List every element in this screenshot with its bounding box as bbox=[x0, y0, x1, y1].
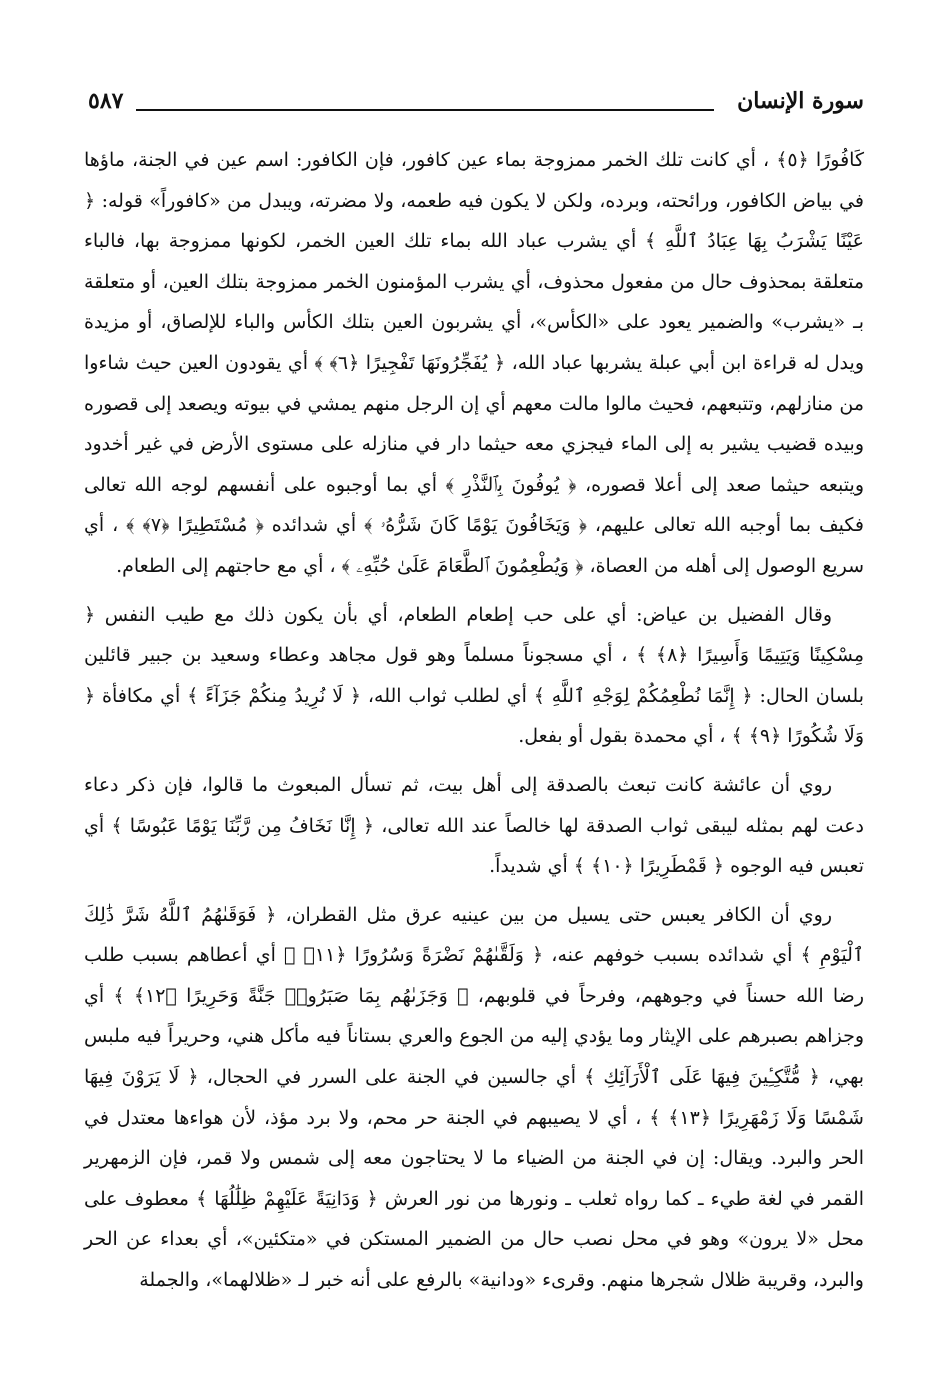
page-number: ٥٨٧ bbox=[88, 88, 124, 114]
page-header bbox=[88, 86, 864, 120]
page-body bbox=[84, 140, 864, 1301]
paragraph: روي أن عائشة كانت تبعث بالصدقة إلى أهل بيت، ثم تسأل المبعوث ما قالوا، فإن ذكر دعاء دعت لهم بمثله ليبقى ثواب الصدقة لها خالصاً عند الله تعالى، ﴿ إِنَّا نَخَافُ مِن رَّبِّنَا يَوْمًا عَبُوسًا ﴾ أي تعبس فيه الوجوه ﴿ قَمْطَرِيرًا ﴿١٠﴾ ﴾ أي شديداً. bbox=[84, 773, 864, 878]
paragraph: روي أن الكافر يعبس حتى يسيل من بين عينيه عرق مثل القطران، ﴿ فَوَقَىٰهُمُ ٱللَّهُ شَرَّ ذَٰلِكَ ٱلْيَوْمِ ﴾ أي شدائده بسبب خوفهم عنه، ﴿ وَلَقَّىٰهُمْ نَضْرَةً وَسُرُورًا ﴿١١﴾ ﴾ أي أعطاهم بسبب طلب رضا الله حسناً في وجوههم، وفرحاً في قلوبهم، ﴿ وَجَزَىٰهُم بِمَا صَبَرُوا۟ جَنَّةً وَحَرِيرًا ﴿١٢﴾ ﴾ أي وجزاهم بصبرهم على الإيثار وما يؤدي إليه من الجوع والعري بستاناً فيه مأكل هني، وحريراً فيه ملبس بهي، ﴿ مُّتَّكِـِٔينَ فِيهَا عَلَى ٱلْأَرَآئِكِ ﴾ أي جالسين في الجنة على السرر في الحجال، ﴿ لَا يَرَوْنَ فِيهَا شَمْسًا وَلَا زَمْهَرِيرًا ﴿١٣﴾ ﴾ ، أي لا يصيبهم في الجنة حر محم، ولا برد مؤذ، لأن هواءها معتدل في الحر والبرد. ويقال: إن في الجنة من الضياء ما لا يحتاجون معه إلى شمس ولا قمر، فإن الزمهرير القمر في لغة طيء ـ كما رواه ثعلب ـ ونورها من نور العرش ﴿ وَدَانِيَةً عَلَيْهِمْ ظِلَٰلُهَا ﴾ معطوف على محل «لا يرون» وهو في محل نصب حال من الضمير المستكن في «متكئين»، أي بعداء عن الحر والبرد، وقريبة ظلال شجرها منهم. وقرىء «ودانية» بالرفع على أنه خبر لـ «ظلالهما»، والجملة bbox=[84, 903, 864, 1292]
surah-title: سورة الإنسان bbox=[731, 86, 864, 116]
header-rule bbox=[136, 109, 714, 111]
paragraph: كَافُورًا ﴿٥﴾ ، أي كانت تلك الخمر ممزوجة بماء عين كافور، فإن الكافور: اسم عين في الجنة، ماؤها في بياض الكافور، ورائحته، وبرده، ولكن لا يكون فيه طعمه، ولا مضرته، ويبدل من «كافوراً» قوله: ﴿ عَيْنًا يَشْرَبُ بِهَا عِبَادُ ٱللَّهِ ﴾ أي يشرب عباد الله بماء تلك العين الخمر، لكونها ممزوجة بها، فالباء متعلقة بمحذوف حال من مفعول محذوف، أي يشرب المؤمنون الخمر ممزوجة بتلك العين، أو متعلقة بـ «يشرب» والضمير يعود على «الكأس»، أي يشربون العين بتلك الكأس والباء للإلصاق، أو مزيدة ويدل له قراءة ابن أبي عبلة يشربها عباد الله، ﴿ يُفَجِّرُونَهَا تَفْجِيرًا ﴿٦﴾ ﴾ أي يقودون العين حيث شاءوا من منازلهم، وتتبعهم، فحيث مالوا مالت معهم أي إن الرجل منهم يمشي في بيوته ويصعد إلى قصوره وبيده قضيب يشير به إلى الماء فيجزي معه حيثما دار في منازله على مستوى الأرض في غير أخدود ويتبعه حيثما صعد إلى أعلا قصوره، ﴿ يُوفُونَ بِٱلنَّذْرِ ﴾ أي بما أوجبوه على أنفسهم لوجه الله تعالى فكيف بما أوجبه الله تعالى عليهم، ﴿ وَيَخَافُونَ يَوْمًا كَانَ شَرُّهُۥ ﴾ أي شدائده ﴿ مُسْتَطِيرًا ﴿٧﴾ ﴾ ، أي سريع الوصول إلى أهله من العصاة، ﴿ وَيُطْعِمُونَ ٱلطَّعَامَ عَلَىٰ حُبِّهِۦ ﴾ ، أي مع حاجتهم إلى الطعام. bbox=[84, 149, 865, 577]
paragraph: وقال الفضيل بن عياض: أي على حب إطعام الطعام، أي بأن يكون ذلك مع طيب النفس ﴿ مِسْكِينًا وَيَتِيمًا وَأَسِيرًا ﴿٨﴾ ﴾ ، أي مسجوناً مسلماً وهو قول مجاهد وعطاء وسعيد بن جبير قائلين بلسان الحال: ﴿ إِنَّمَا نُطْعِمُكُمْ لِوَجْهِ ٱللَّهِ ﴾ أي لطلب ثواب الله، ﴿ لَا نُرِيدُ مِنكُمْ جَزَآءً ﴾ أي مكافأة ﴿ وَلَا شُكُورًا ﴿٩﴾ ﴾ ، أي محمدة بقول أو بفعل. bbox=[84, 603, 865, 748]
